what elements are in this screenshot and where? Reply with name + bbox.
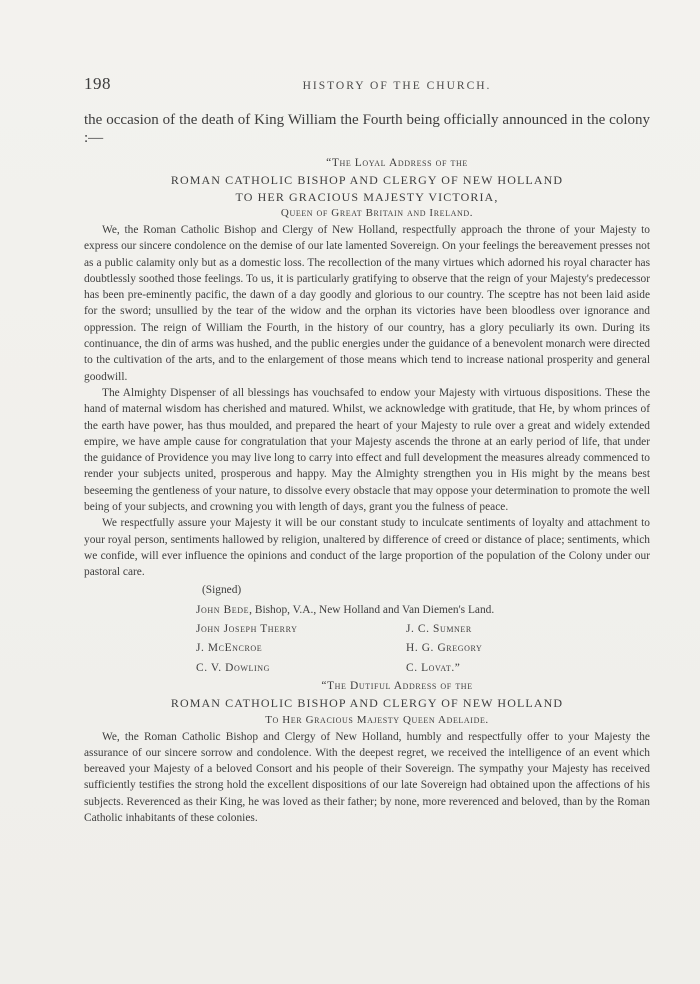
signatory-row: [196, 640, 650, 656]
signatory-name: J. C. Sumner: [406, 623, 472, 636]
signatory-lead-name: John Bede: [196, 603, 250, 616]
address1-heading-line4: Queen of Great Britain and Ireland.: [280, 207, 474, 219]
signatory-name: C. Lovat.”: [406, 661, 461, 674]
address1-heading-line2: ROMAN CATHOLIC BISHOP AND CLERGY OF NEW HOLLAND: [170, 173, 564, 187]
address2-paragraph: We, the Roman Catholic Bishop and Clergy of New Holland, humbly and respectfully offer to your Majesty the assurance of our sincere sorrow and condolence. With the deepest regret, we received the intelligence of an event which bereaved your Majesty of a beloved Consort and his people of their Sovereign. The sympathy your Majesty has received sufficiently testifies the strong hold the excellent dispositions of our late Sovereign had obtained upon the affections of his subjects. Reverenced as their King, he was loved as their father; by none, more reverenced and beloved, than by the Roman Catholic inhabitants of these colonies.: [84, 730, 650, 824]
signatory-name: H. G. Gregory: [406, 642, 483, 655]
signatory-row: [196, 621, 650, 637]
page-header: [84, 74, 650, 98]
address2-heading-line3: To Her Gracious Majesty Queen Adelaide.: [265, 713, 489, 726]
running-title: HISTORY OF THE CHURCH.: [302, 80, 492, 92]
address2-heading-line2: ROMAN CATHOLIC BISHOP AND CLERGY OF NEW HOLLAND: [170, 696, 564, 711]
address1-paragraph-2: The Almighty Dispenser of all blessings has vouchsafed to endow your Majesty with virtuous dispositions. These the hand of maternal wisdom has cherished and matured. Whilst, we acknowledge with gratitude, that He, by whom princes of the earth have power, has thus moulded, and prepared the heart of your Majesty to rule over a great and widely extended empire, we have ample cause for congratulation that your Majesty ascends the throne at an early period of life, that under the guidance of Providence you may live long to carry into effect and full development the measures already commenced to render your subjects united, prosperous and happy. May the Almighty strengthen you in His might by the means best beseeming the gentleness of your nature, to dissolve every obstacle that may oppose your determination to promote the well being of your subjects, and crowning you with length of days, grant you the fulness of peace.: [84, 386, 650, 514]
address1-heading-line3: TO HER GRACIOUS MAJESTY VICTORIA,: [235, 189, 499, 204]
intro-text: the occasion of the death of King William the Fourth being officially announced in the colony :—: [84, 112, 650, 146]
signatory-name: John Joseph Therry: [196, 623, 298, 636]
page-body: [84, 112, 650, 826]
address1-heading-line1: “The Loyal Address of the: [326, 157, 468, 169]
signed-label: (Signed): [202, 583, 242, 596]
address2-heading-line1: “The Dutiful Address of the: [321, 680, 473, 693]
signatory-lead: [196, 602, 650, 618]
signatory-row: [196, 660, 650, 676]
address1-paragraph-3: We respectfully assure your Majesty it will be our constant study to inculcate sentiments of loyalty and attachment to your royal person, sentiments hallowed by religion, unaltered by difference of creed or distance of place; sentiments, which we confide, will ever influence the opinions and conduct of the large proportion of the population of the Colony under our pastoral care.: [84, 517, 650, 579]
page-number: 198: [84, 74, 111, 93]
address1-paragraph-1: We, the Roman Catholic Bishop and Clergy of New Holland, respectfully approach the throne of your Majesty to express our sincere condolence on the demise of our late lamented Sovereign. On your feelings the bereavement presses not as a public calamity only but as a domestic loss. The recollection of the many virtues which adorned his royal character has doubtlessly soothed those feelings. To us, it is particularly gratifying to observe that the reign of your Majesty's predecessor has been pre-eminently pacific, the dawn of a day goodly and glorious to our country. The sceptre has not been laid aside for the sword; unsullied by the tear of the widow and the orphan its victories have been bloodless over ignorance and oppression. The reign of William the Fourth, in the history of our country, has a glory peculiarly its own. During its continuance, the din of arms was hushed, and the public energies under the guidance of a benevolent monarch were directed to the cultivation of the arts, and to the enlargement of those means which tend to increase national prosperity and general goodwill.: [84, 224, 650, 383]
signatory-lead-title: , Bishop, V.A., New Holland and Van Diemen's Land.: [249, 603, 495, 616]
signatory-name: C. V. Dowling: [196, 661, 270, 674]
signatory-name: J. McEncroe: [196, 642, 263, 655]
